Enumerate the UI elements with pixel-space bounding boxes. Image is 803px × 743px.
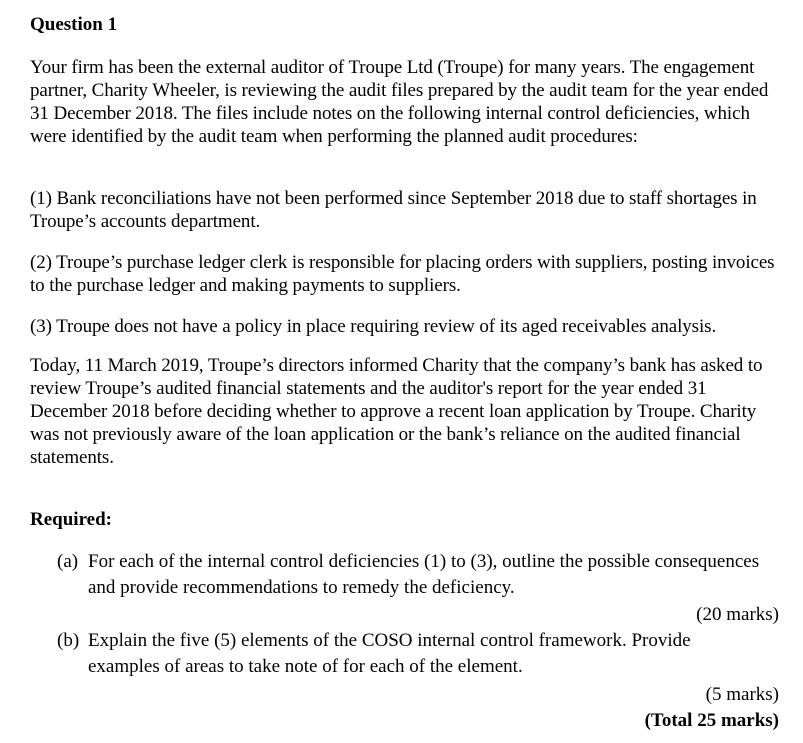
question-heading: Question 1 (30, 14, 118, 35)
required-item-b-line2: examples of areas to take note of for each of the element. (88, 656, 523, 677)
total-marks: (Total 25 marks) (644, 710, 779, 731)
required-item-a-line1: For each of the internal control deficiencies (1) to (3), outline the possible consequences (88, 551, 760, 572)
required-item-a-marks: (20 marks) (696, 604, 779, 625)
intro-paragraph: Your firm has been the external auditor of Troupe Ltd (Troupe) for many years. The engagement partner, Charity Wheeler, is reviewing the audit files prepared by the audit team for the year ended 31 December 2018. The files include notes on the following internal control deficiencies, which were identified by the audit team when performing the planned audit procedures: (30, 57, 769, 147)
bank-loan-paragraph: Today, 11 March 2019, Troupe’s directors informed Charity that the company’s bank has asked to review Troupe’s audited financial statements and the auditor's report for the year ended 31 December 2018 before deciding whether to approve a recent loan application by Troupe. Charity was not previously aware of the loan application or the bank’s reliance on the audited financial statements. (30, 355, 763, 468)
required-item-a (57, 549, 787, 601)
deficiency-2-paragraph: (2) Troupe’s purchase ledger clerk is responsible for placing orders with suppliers, posting invoices to the purchase ledger and making payments to suppliers. (30, 252, 775, 296)
required-item-b-line1: Explain the five (5) elements of the COSO internal control framework. Provide (88, 630, 691, 651)
deficiency-3-paragraph: (3) Troupe does not have a policy in place requiring review of its aged receivables analysis. (30, 316, 717, 337)
deficiency-1-paragraph: (1) Bank reconciliations have not been performed since September 2018 due to staff shortages in Troupe’s accounts department. (30, 188, 757, 232)
required-item-a-label: (a) (57, 551, 79, 572)
required-item-b-marks: (5 marks) (705, 684, 779, 705)
required-heading: Required: (30, 509, 112, 530)
required-item-b-label: (b) (57, 630, 80, 651)
required-item-a-line2: and provide recommendations to remedy the deficiency. (88, 577, 515, 598)
required-item-b (57, 628, 787, 680)
